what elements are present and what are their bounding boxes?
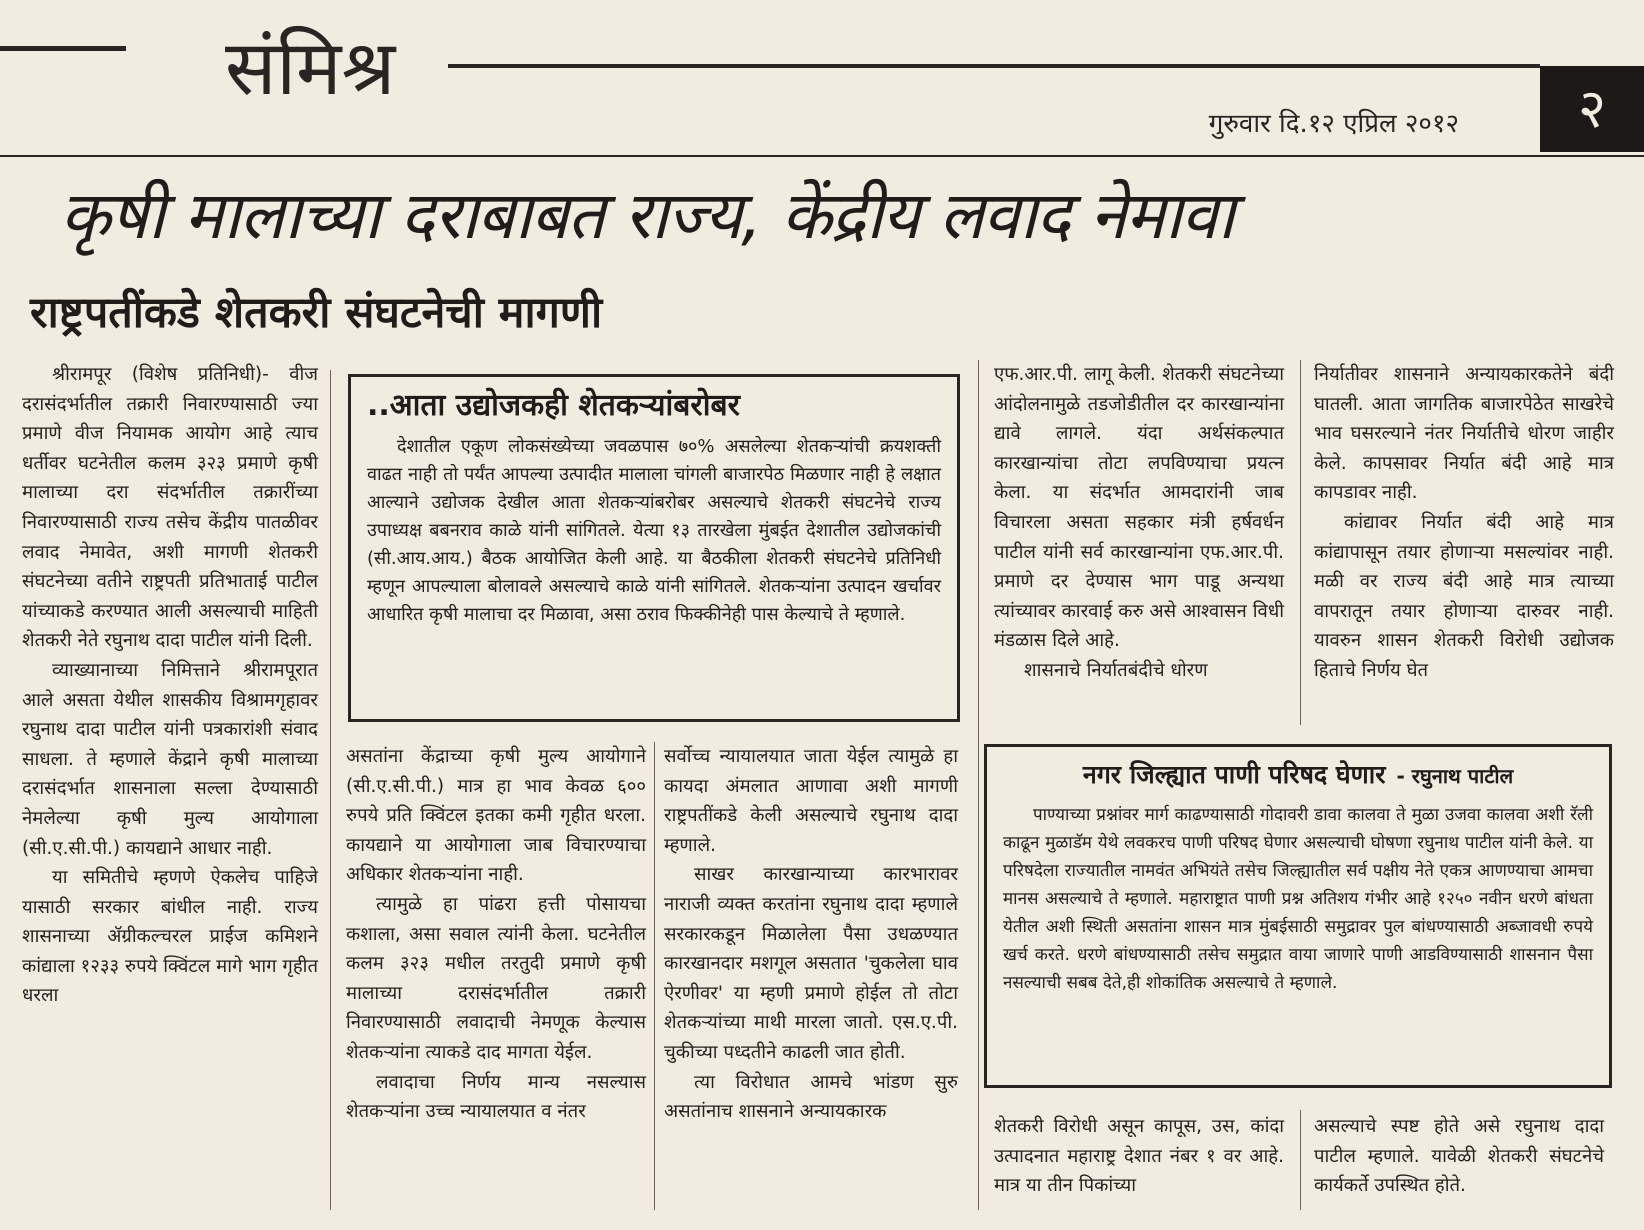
masthead-right-rule [448,64,1540,68]
paragraph: श्रीरामपूर (विशेष प्रतिनिधी)- वीज दरासंदर्भातील तक्रारी निवारण्यासाठी ज्या प्रमाणे वीज नियामक आयोग आहे त्याच धर्तीवर घटनेतील कलम ३२३ प्रमाणे कृषी मालाच्या दरा संदर्भातील तक्रारींच्या निवारण्यासाठी राज्य तसेच केंद्रीय पातळीवर लवाद नेमावेत, अशी मागणी शेतकरी संघटनेच्या वतीने राष्ट्रपती प्रतिभाताई पाटील यांच्याकडे करण्यात आली असल्याची माहिती शेतकरी नेते रघुनाथ दादा पाटील यांनी दिली. [22,364,318,652]
article-headline: कृषी मालाच्या दराबाबत राज्य, केंद्रीय लवाद नेमावा [60,177,1234,254]
paragraph: त्या विरोधात आमचे भांडण सुरु असतांनाच शासनाने अन्यायकारक [664,1071,958,1123]
sidebar-box-title: ..आता उद्योजकही शेतकऱ्यांबरोबर [367,388,740,423]
article-column-5 [1314,360,1614,686]
paragraph: त्यामुळे हा पांढरा हत्ती पोसायचा कशाला, असा सवाल त्यांनी केला. घटनेतील कलम ३२३ मधील तरतुदी प्रमाणे कृषी मालाच्या दरासंदर्भातील तक्रारी निवारण्यासाठी लवादाची नेमणूक केल्यास शेतकऱ्यांना त्याकडे दाद मागता येईल. [346,893,646,1063]
paragraph: देशातील एकूण लोकसंख्येच्या जवळपास ७०% असलेल्या शेतकऱ्यांची क्रयशक्ती वाढत नाही तो पर्यंत आपल्या उत्पादीत मालाला चांगली बाजारपेठ मिळणार नाही हे लक्षात आल्याने उद्योजक देखील आता शेतकऱ्यांबरोबर असल्याचे शेतकरी संघटनेचे राज्य उपाध्यक्ष बबनराव काळे यांनी सांगितले. येत्या १३ तारखेला मुंबईत देशातील उद्योजकांची (सी.आय.आय.) बैठक आयोजित केली आहे. या बैठकीला शेतकरी संघटनेचे प्रतिनिधी म्हणून आपल्याला बोलावले असल्याचे काळे यांनी सांगितले. शेतकऱ्यांना उत्पादन खर्चावर आधारित कृषी मालाचा दर मिळावा, असा ठराव फिक्कीनेही पास केल्याचे ते म्हणाले. [367,436,941,625]
column-divider [654,742,655,1210]
article-column-1 [22,360,318,1011]
paragraph: सर्वोच्च न्यायालयात जाता येईल त्यामुळे हा कायदा अंमलात आणावा अशी मागणी राष्ट्रपतींकडे केली असल्याचे रघुनाथ दादा म्हणाले. [664,746,958,856]
sidebar-box-water-council [984,744,1612,1088]
sidebar-box-body [367,433,941,629]
paragraph: एफ.आर.पी. लागू केली. शेतकरी संघटनेच्या आंदोलनामुळे तडजोडीतील दर कारखान्यांना द्यावे लागले. यंदा अर्थसंकल्पात कारखान्यांचा तोटा लपविण्याचा प्रयत्न केला. या संदर्भात आमदारांनी जाब विचारला असता सहकार मंत्री हर्षवर्धन पाटील यांनी सर्व कारखान्यांना एफ.आर.पी. प्रमाणे दर देण्यास भाग पाडू अन्यथा त्यांच्यावर कारवाई करु असे आश्वासन विधी मंडळास दिले आहे. [994,364,1284,652]
article-column-3 [664,742,958,1127]
article-column-4 [994,360,1284,686]
paragraph: असतांना केंद्राच्या कृषी मुल्य आयोगाने (सी.ए.सी.पी.) मात्र हा भाव केवळ ६०० रुपये प्रति क्विंटल इतका कमी गृहीत धरला. कायद्याने या आयोगाला जाब विचारण्याचा अधिकार शेतकऱ्यांना नाही. [346,746,646,886]
paragraph: लवादाचा निर्णय मान्य नसल्यास शेतकऱ्यांना उच्च न्यायालयात व नंतर [346,1071,646,1123]
paragraph: पाण्याच्या प्रश्नांवर मार्ग काढण्यासाठी गोदावरी डावा कालवा ते मुळा उजवा कालवा अशी रॅली काढून मुळाडॅम येथे लवकरच पाणी परिषद घेणार असल्याची घोषणा रघुनाथ पाटील यांनी केले. या परिषदेला राज्यातील नामवंत अभियंते तसेच जिल्ह्यातील सर्व पक्षीय नेते एकत्र आणण्याचा आमचा मानस असल्याचे ते म्हणाले. महाराष्ट्रात पाणी प्रश्न अतिशय गंभीर आहे १२५० नवीन धरणे बांधता येतील अशी स्थिती असतांना शासन मात्र मुंबईसाठी समुद्रावर पुल बांधण्यासाठी अब्जावधी रुपये खर्च करते. धरणे बांधण्यासाठी तसेच समुद्रात वाया जाणारे पाणी आडविण्यासाठी शासनान पैसा नसल्याची सबब देते,ही शोकांतिक असल्याचे ते म्हणाले. [1003,805,1593,993]
page-number: २ [1540,66,1644,152]
column-divider [330,370,331,1210]
paragraph: या समितीचे म्हणणे ऐकलेच पाहिजे यासाठी सरकार बांधील नाही. राज्य शासनाच्या ॲग्रीकल्चरल प्राईज कमिशने कांद्याला १२३३ रुपये क्विंटल मागे भाग गृहीत धरला [22,867,318,1007]
paragraph: साखर कारखान्याच्या कारभारावर नाराजी व्यक्त करतांना रघुनाथ दादा म्हणाले सरकारकडून मिळालेला पैसा उधळण्यात कारखानदार मशगूल असतात 'चुकलेला घाव ऐरणीवर' या म्हणी प्रमाणे होईल तो तोटा शेतकऱ्यांच्या माथी मारला जातो. एस.ए.पी. चुकीच्या पध्दतीने काढली जात होती. [664,864,958,1063]
sidebar-box-entrepreneurs [348,374,960,722]
article-column-2 [346,742,646,1127]
issue-date: गुरुवार दि.१२ एप्रिल २०१२ [1208,109,1459,139]
masthead-left-rule [0,46,126,51]
article-column-5-bottom [1314,1112,1604,1201]
paragraph: शेतकरी विरोधी असून कापूस, उस, कांदा उत्पादनात महाराष्ट्र देशात नंबर १ वर आहे. मात्र या तीन पिकांच्या [994,1116,1284,1197]
section-title: संमिश्र [225,23,396,112]
column-divider [978,360,979,1210]
sidebar-box-body [1003,801,1593,997]
column-divider [1300,1110,1301,1210]
sidebar-box-title: नगर जिल्ह्यात पाणी परिषद घेणार [1082,760,1386,789]
paragraph: कांद्यावर निर्यात बंदी आहे मात्र कांद्यापासून तयार होणाऱ्या मसल्यांवर नाही. मळी वर राज्य बंदी आहे मात्र त्याच्या वापरातून तयार होणाऱ्या दारुवर नाही. यावरुन शासन शेतकरी विरोधी उद्योजक हिताचे निर्णय घेत [1314,511,1614,681]
masthead-bottom-rule [0,155,1644,157]
paragraph: शासनाचे निर्यातबंदीचे धोरण [1024,659,1208,681]
article-subheadline: राष्ट्रपतींकडे शेतकरी संघटनेची मागणी [30,288,603,338]
paragraph: निर्यातीवर शासनाने अन्यायकारकतेने बंदी घातली. आता जागतिक बाजारपेठेत साखरेचे भाव घसरल्याने नंतर निर्यातीचे धोरण जाहीर केले. कापसावर निर्यात बंदी आहे मात्र कापडावर नाही. [1314,364,1614,504]
sidebar-box-header [1003,755,1593,795]
paragraph: असल्याचे स्पष्ट होते असे रघुनाथ दादा पाटील म्हणाले. यावेळी शेतकरी संघटनेचे कार्यकर्ते उपस्थित होते. [1314,1116,1604,1197]
sidebar-box-byline: - रघुनाथ पाटील [1396,764,1514,788]
article-column-4-bottom [994,1112,1284,1201]
column-divider [1300,360,1301,725]
paragraph: व्याख्यानाच्या निमित्ताने श्रीरामपूरात आले असता येथील शासकीय विश्रामगृहावर रघुनाथ दादा पाटील यांनी पत्रकारांशी संवाद साधला. ते म्हणाले केंद्राने कृषी मालाच्या दरासंदर्भात शासनाला सल्ला देण्यासाठी नेमलेल्या कृषी मुल्य आयोगाला (सी.ए.सी.पी.) कायद्याने आधार नाही. [22,659,318,859]
